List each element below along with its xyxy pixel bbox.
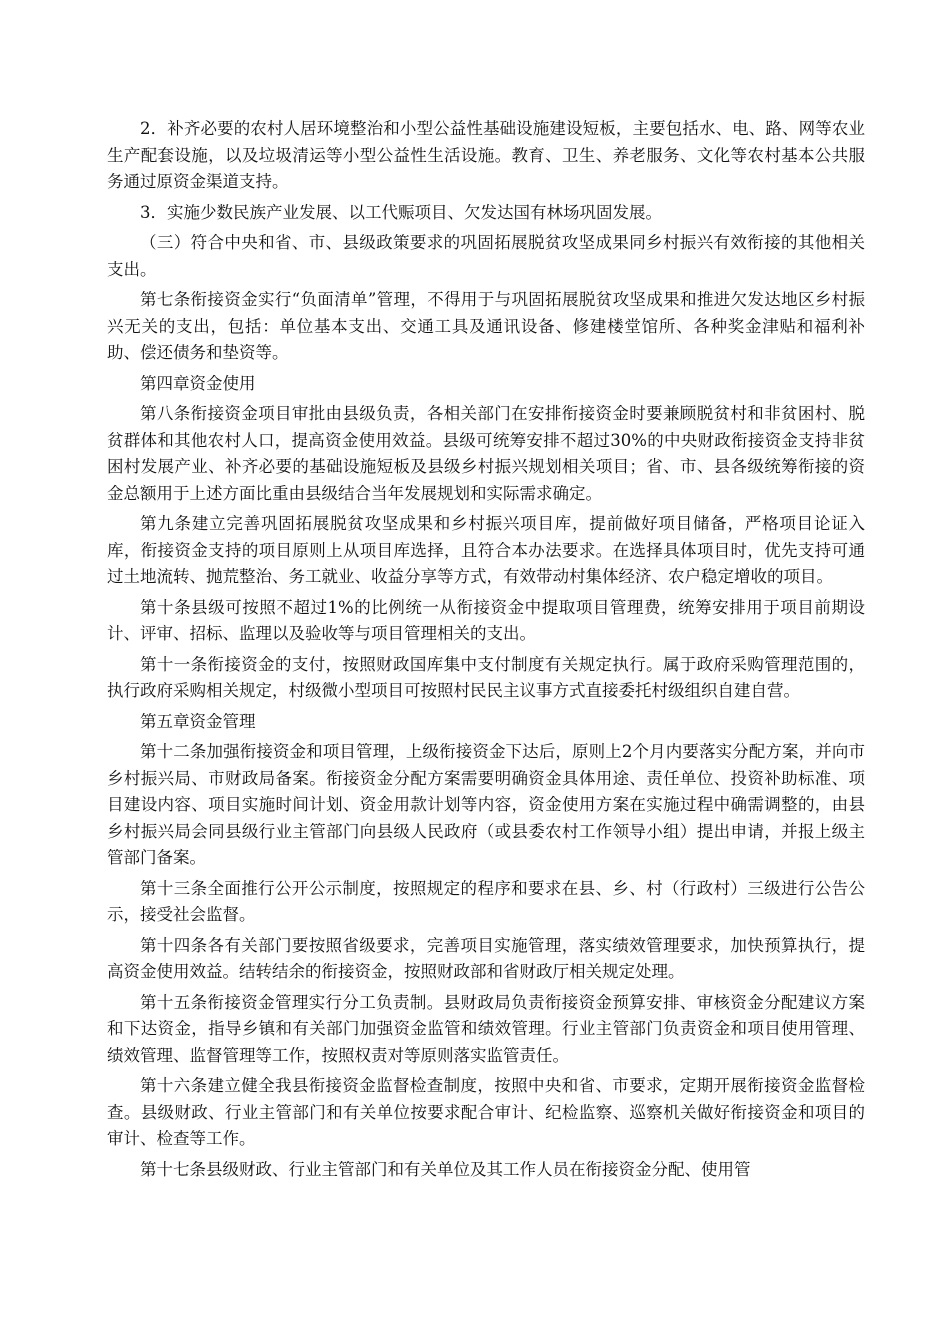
chapter-heading-4: 第四章资金使用 xyxy=(140,373,256,393)
paragraph-article-14: 第十四条各有关部门要按照省级要求，完善项目实施管理，落实绩效管理要求，加快预算执行，提高资金使用效益。结转结余的衔接资金，按照财政部和省财政厅相关规定处理。 xyxy=(107,935,865,981)
paragraph-article-12: 第十二条加强衔接资金和项目管理，上级衔接资金下达后，原则上2个月内要落实分配方案，并向市乡村振兴局、市财政局备案。衔接资金分配方案需要明确资金具体用途、责任单位、投资补助标准、项目建设内容、项目实施时间计划、资金用款计划等内容，资金使用方案在实施过程中确需调整的，由县乡村振兴局会同县级行业主管部门向县级人民政府（或县委农村工作领导小组）提出申请，并报上级主管部门备案。 xyxy=(107,742,865,867)
chapter-heading-5: 第五章资金管理 xyxy=(140,711,256,731)
paragraph-article-8: 第八条衔接资金项目审批由县级负责，各相关部门在安排衔接资金时要兼顾脱贫村和非贫困村、脱贫群体和其他农村人口，提高资金使用效益。县级可统筹安排不超过30%的中央财政衔接资金支持非贫困村发展产业、补齐必要的基础设施短板及县级乡村振兴规划相关项目；省、市、县各级统筹衔接的资金总额用于上述方面比重由县级结合当年发展规划和实际需求确定。 xyxy=(107,404,865,503)
paragraph-article-13: 第十三条全面推行公开公示制度，按照规定的程序和要求在县、乡、村（行政村）三级进行公告公示，接受社会监督。 xyxy=(107,878,865,924)
paragraph-section-3: （三）符合中央和省、市、县级政策要求的巩固拓展脱贫攻坚成果同乡村振兴有效衔接的其他相关支出。 xyxy=(107,233,865,279)
paragraph-article-11: 第十一条衔接资金的支付，按照财政国库集中支付制度有关规定执行。属于政府采购管理范围的，执行政府采购相关规定，村级微小型项目可按照村民民主议事方式直接委托村级组织自建自营。 xyxy=(107,654,865,700)
paragraph-item-2: 2．补齐必要的农村人居环境整治和小型公益性基础设施建设短板，主要包括水、电、路、网等农业生产配套设施，以及垃圾清运等小型公益性生活设施。教育、卫生、养老服务、文化等农村基本公共服务通过原资金渠道支持。 xyxy=(107,119,865,191)
paragraph-article-9: 第九条建立完善巩固拓展脱贫攻坚成果和乡村振兴项目库，提前做好项目储备，严格项目论证入库，衔接资金支持的项目原则上从项目库选择，且符合本办法要求。在选择具体项目时，优先支持可通过土地流转、抛荒整治、务工就业、收益分享等方式，有效带动村集体经济、农户稳定增收的项目。 xyxy=(107,514,865,586)
paragraph-article-7: 第七条衔接资金实行“负面清单”管理，不得用于与巩固拓展脱贫攻坚成果和推进欠发达地区乡村振兴无关的支出，包括：单位基本支出、交通工具及通讯设备、修建楼堂馆所、各种奖金津贴和福利补助、偿还债务和垫资等。 xyxy=(107,290,865,362)
paragraph-article-15: 第十五条衔接资金管理实行分工负责制。县财政局负责衔接资金预算安排、审核资金分配建议方案和下达资金，指导乡镇和有关部门加强资金监管和绩效管理。行业主管部门负责资金和项目使用管理、绩效管理、监督管理等工作，按照权责对等原则落实监管责任。 xyxy=(107,992,865,1065)
document-body xyxy=(107,116,865,1187)
paragraph-article-10: 第十条县级可按照不超过1%的比例统一从衔接资金中提取项目管理费，统筹安排用于项目前期设计、评审、招标、监理以及验收等与项目管理相关的支出。 xyxy=(107,597,865,643)
paragraph-item-3: 3．实施少数民族产业发展、以工代赈项目、欠发达国有林场巩固发展。 xyxy=(140,202,662,222)
paragraph-article-17: 第十七条县级财政、行业主管部门和有关单位及其工作人员在衔接资金分配、使用管 xyxy=(140,1159,751,1179)
paragraph-article-16: 第十六条建立健全我县衔接资金监督检查制度，按照中央和省、市要求，定期开展衔接资金监督检查。县级财政、行业主管部门和有关单位按要求配合审计、纪检监察、巡察机关做好衔接资金和项目的审计、检查等工作。 xyxy=(107,1076,865,1148)
